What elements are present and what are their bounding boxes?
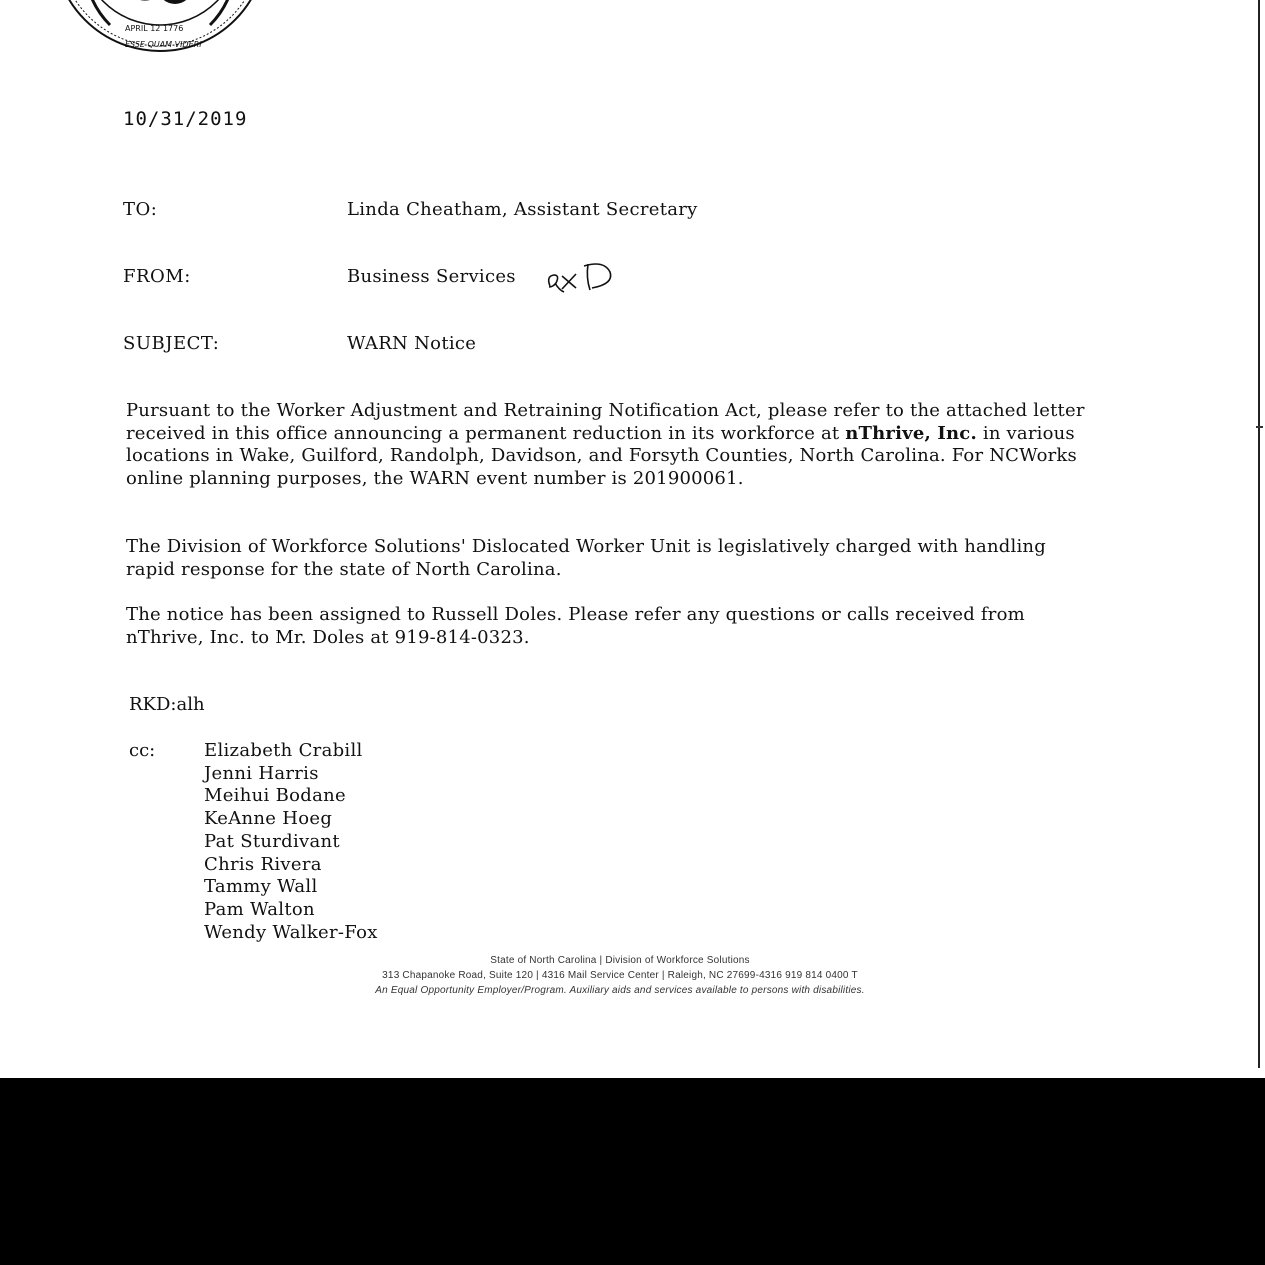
footer-address-line: 313 Chapanoke Road, Suite 120 | 4316 Mail Service Center | Raleigh, NC 27699-4316 919 814 0400 T <box>382 970 858 981</box>
footer-agency-line: State of North Carolina | Division of Workforce Solutions <box>490 955 750 966</box>
memo-date: 10/31/2019 <box>123 108 248 130</box>
scan-edge-tick <box>1256 426 1263 428</box>
to-value: Linda Cheatham, Assistant Secretary <box>347 199 698 220</box>
cc-name: Tammy Wall <box>204 876 318 898</box>
to-label: TO: <box>123 199 158 220</box>
cc-name: Wendy Walker-Fox <box>204 921 378 943</box>
cc-list <box>204 740 378 944</box>
cc-name: Chris Rivera <box>204 853 322 875</box>
subject-label: SUBJECT: <box>123 333 220 354</box>
seal-date-text: APRIL 12 1776 <box>125 24 184 33</box>
cc-name: Meihui Bodane <box>204 785 346 807</box>
cc-label: cc: <box>129 740 156 761</box>
scan-edge-line <box>1258 0 1260 1068</box>
company-name: nThrive, Inc. <box>845 422 977 444</box>
footer-eeo-line: An Equal Opportunity Employer/Program. Auxiliary aids and services available to persons with disabilities. <box>375 985 865 996</box>
cc-name: KeAnne Hoeg <box>204 808 333 830</box>
state-seal-icon <box>50 0 270 55</box>
subject-value: WARN Notice <box>347 333 477 354</box>
handwritten-initials-signature <box>544 258 616 296</box>
p1-text-after: in various locations in Wake, Guilford, Randolph, Davidson, and Forsyth Counties, North Carolina. For NCWorks online planning purposes, the WARN event number is 201900061. <box>126 422 1077 490</box>
cc-name: Elizabeth Crabill <box>204 740 363 761</box>
body-paragraph-2: The Division of Workforce Solutions' Dislocated Worker Unit is legislatively charged with handling rapid response for the state of North Carolina. <box>126 536 1046 580</box>
reference-initials: RKD:alh <box>129 694 205 715</box>
body-paragraph-3: The notice has been assigned to Russell Doles. Please refer any questions or calls received from nThrive, Inc. to Mr. Doles at 919-814-0323. <box>126 604 1025 648</box>
p1-text-before: Pursuant to the Worker Adjustment and Retraining Notification Act, please refer to the attached letter received in this office announcing a permanent reduction in its workforce at <box>126 400 1085 444</box>
seal-motto-text: ESSE QUAM VIDERI <box>125 40 202 49</box>
cc-name: Pam Walton <box>204 898 315 920</box>
cc-name: Jenni Harris <box>204 762 319 784</box>
cc-name: Pat Sturdivant <box>204 830 340 852</box>
letterhead-footer <box>200 953 1040 998</box>
body-paragraph-1 <box>126 400 1091 491</box>
scan-edge <box>1255 0 1265 1078</box>
from-value: Business Services <box>347 266 516 287</box>
from-label: FROM: <box>123 266 191 287</box>
